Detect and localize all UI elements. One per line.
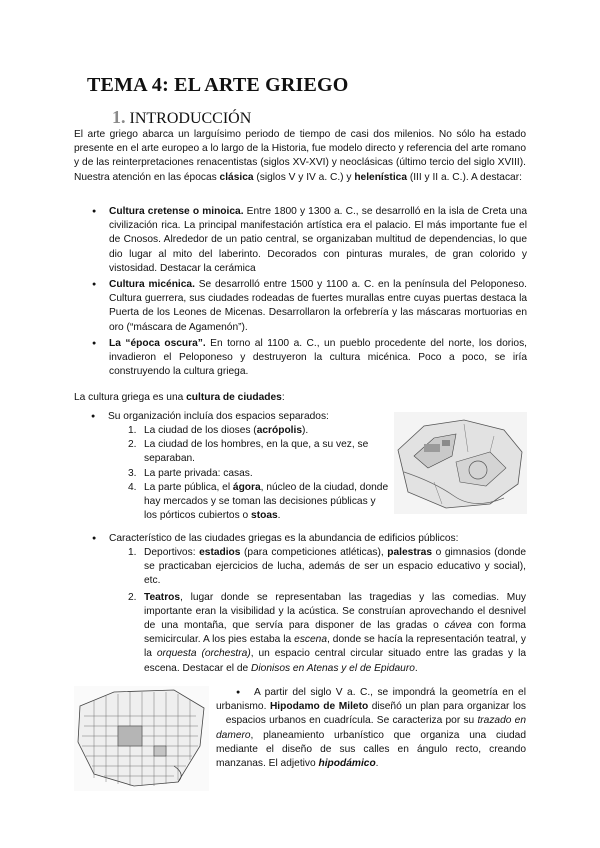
item-text: con forma semicircular. A los pies estaba la	[144, 620, 526, 646]
bullet-dot: ●	[236, 689, 241, 696]
list-item	[128, 424, 390, 438]
urban-text-c: diseñó un plan para organizar los	[368, 701, 526, 713]
section-label: INTRODUCCIÓN	[129, 110, 252, 127]
item-text: , núcleo de la ciudad, donde hay mercados y se toman las decisiones públicas y los pórticos cubiertos o	[144, 481, 389, 522]
cities-text-c: :	[281, 392, 285, 403]
list-item	[128, 481, 390, 524]
item-text: , lugar donde se representaban las tragedias y las comedias. Muy importante eran la visibilidad y la acústica. Se construían aprovechando el desnivel de una montaña, que servía para disponer de las gradas o	[144, 591, 526, 632]
item-bold: acrópolis	[256, 425, 302, 436]
organization-lead: Su organización incluía dos espacios separados:	[108, 411, 329, 422]
buildings-list	[128, 546, 526, 676]
culture-name: Cultura cretense o minoica.	[109, 206, 244, 217]
urban-text-f: , planeamiento urbanístico que organiza una ciudad mediante el diseño de sus calles en ángulo recto, creando manzanas. El adjetivo	[216, 729, 526, 770]
buildings-bullet	[109, 532, 527, 546]
item-number: 2.	[128, 591, 137, 603]
item-italic: orquesta (orchestra)	[156, 648, 251, 660]
item-text: , un espacio central circular situado entre las gradas y la escena. Destacar el de	[144, 648, 527, 674]
item-number: 1.	[128, 425, 137, 436]
culture-name: Cultura micénica.	[109, 279, 195, 291]
city-plan-illustration	[394, 412, 527, 514]
item-number: 2.	[128, 439, 137, 451]
item-bold: Teatros	[144, 591, 181, 603]
urbanism-paragraph	[216, 686, 526, 771]
list-item	[109, 337, 527, 380]
urban-text-h: .	[375, 758, 379, 770]
grid-city-plan-illustration	[74, 686, 209, 791]
list-item	[108, 410, 388, 424]
item-bold: palestras	[387, 547, 433, 558]
urban-bold-hipodamo: Hipodamo de Mileto	[269, 701, 369, 713]
culture-name: La “época oscura”.	[109, 337, 206, 349]
list-item	[128, 546, 526, 589]
cities-bold: cultura de ciudades	[186, 392, 282, 403]
item-text: .	[277, 510, 281, 522]
urban-italic-damero: trazado en damero	[216, 715, 526, 741]
item-number: 4.	[128, 481, 137, 493]
urban-text-d: espacios urbanos en cuadrícula. Se caracteriza por su	[225, 715, 478, 727]
item-bold: estadios	[199, 547, 241, 558]
item-number: 3.	[128, 467, 137, 479]
item-text: La ciudad de los dioses (	[144, 425, 257, 436]
list-item	[128, 467, 390, 481]
item-text: (para competiciones atléticas),	[240, 547, 388, 558]
buildings-lead: Característico de las ciudades griegas es la abundancia de edificios públicos:	[109, 533, 459, 544]
intro-bold-clasica: clásica	[219, 171, 254, 183]
item-italic: escena	[294, 634, 328, 646]
page-title: TEMA 4: EL ARTE GRIEGO	[87, 74, 349, 96]
list-item	[109, 532, 527, 546]
list-item	[128, 438, 390, 466]
item-text: , donde se hacía la representación teatral, y la	[144, 634, 526, 660]
list-item	[109, 205, 527, 276]
item-text: ).	[302, 425, 309, 436]
section-number: 1.	[112, 107, 126, 127]
urban-text-a: A partir del siglo V a. C., se impondrá la geometría en el urbanismo.	[216, 687, 526, 713]
section-heading	[112, 107, 251, 128]
item-italic: cávea	[444, 620, 472, 632]
culture-text: En torno al 1100 a. C., un pueblo procedente del norte, los dorios, invadieron el Peloponeso y destruyeron la cultura micénica. Poco a poco, se iría construyendo la cultura griega.	[109, 337, 527, 378]
cultures-list	[109, 205, 527, 381]
organization-list	[128, 424, 390, 523]
list-item	[109, 278, 527, 335]
culture-text: Entre 1800 y 1300 a. C., se desarrolló en la isla de Creta una civilización rica. La principal manifestación artística era el palacio. El más importante fue el de Cnosos. Alrededor de un patio central, se organizaban multitud de dependencias, lo que dio lugar al mito del laberinto. Decorados con pinturas murales, de gran colorido y vistosidad. Destacar la cerámica	[109, 206, 527, 274]
cities-text-a: La cultura griega es una	[74, 392, 187, 403]
list-item	[128, 591, 526, 676]
item-italic: Dionisos en Atenas y el de Epidauro	[251, 662, 415, 674]
item-text: Deportivos:	[144, 547, 200, 558]
intro-bold-helenistica: helenística	[354, 171, 407, 183]
item-text: .	[414, 662, 418, 674]
cities-intro	[74, 391, 285, 405]
intro-text-c: (siglos V y IV a. C.) y	[253, 171, 355, 183]
item-bold: ágora	[232, 481, 261, 493]
item-number: 1.	[128, 547, 137, 558]
item-text: La ciudad de los hombres, en la que, a su vez, se separaban.	[144, 439, 369, 465]
intro-text-e: (III y II a. C.). A destacar:	[407, 171, 522, 183]
item-text: o gimnasios (donde se practicaban ejercicios de lucha, además de ser un espacio educativo y social), etc.	[144, 547, 526, 587]
urban-bold-italic-hipodamico: hipodámico	[318, 758, 376, 770]
item-text: La parte pública, el	[144, 481, 233, 493]
culture-text: Se desarrolló entre 1500 y 1100 a. C. en la península del Peloponeso. Cultura guerrera, sus ciudades rodeadas de fuertes murallas entre cuyas puertas destaca la Puerta de los Leones de Micenas. Desarrollaron la orfebrería y las máscaras mortuorias en oro (“máscara de Agamenón”).	[109, 279, 527, 333]
intro-text-a: El arte griego abarca un larguísimo periodo de tiempo de casi dos milenios. No sólo ha estado presente en el arte europeo a lo largo de la Historia, fue modelo directo y referencia del arte romano y de las reinterpretaciones renacentistas (siglos XV-XVI) y neoclásicas (último tercio del siglo XVIII). Nuestra atención en las épocas	[74, 129, 526, 183]
intro-paragraph	[74, 128, 526, 185]
item-text: La parte privada: casas.	[144, 467, 253, 479]
item-bold: stoas	[251, 510, 278, 522]
organization-bullet	[108, 410, 388, 424]
